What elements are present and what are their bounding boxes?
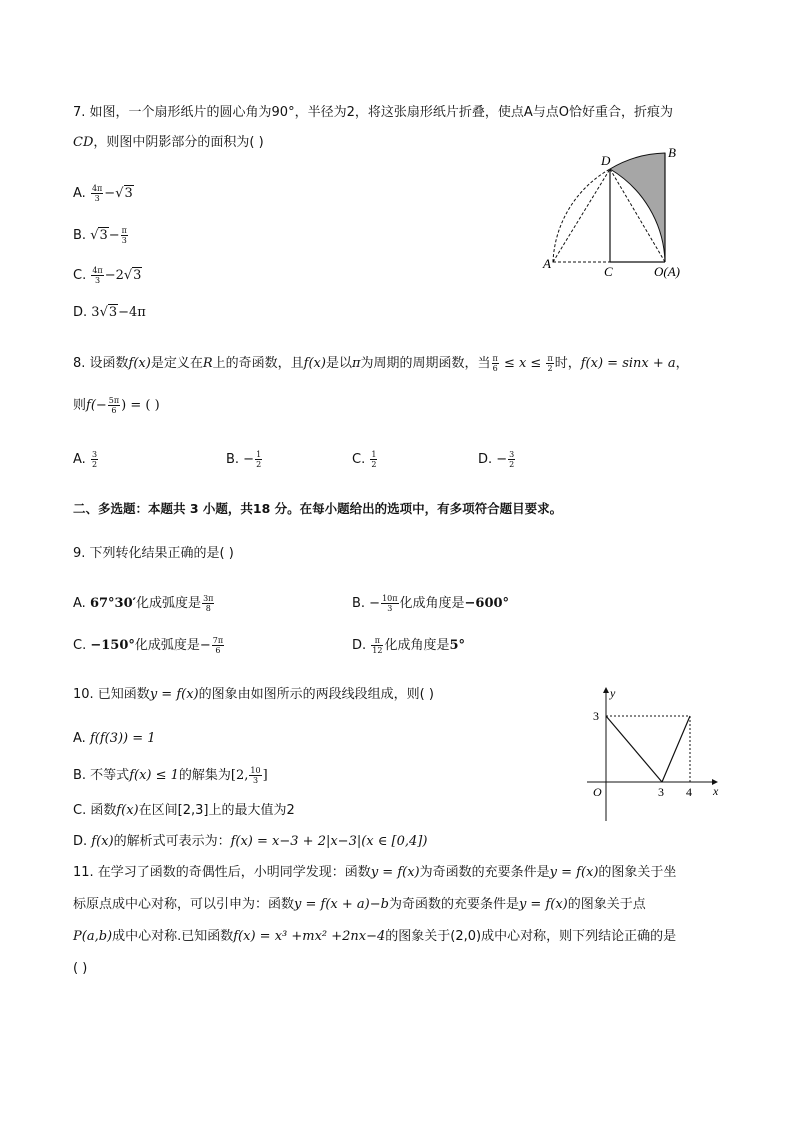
q7-shaded-region	[610, 153, 665, 262]
q7-option-b[interactable]: B. √3− $\frac{\pi}{3}$	[73, 226, 127, 245]
q9-option-d[interactable]: D. $\frac{\pi}{12}$ 化成角度是5°	[352, 636, 466, 655]
q10-label-x: x	[713, 784, 719, 798]
q7-option-c[interactable]: C. $\frac{4\pi}{3}$ −2√3	[73, 266, 142, 285]
q10-stem: 10. 已知函数y = f(x)的图象由如图所示的两段线段组成，则( )	[73, 687, 434, 702]
q10-option-d[interactable]: D. f(x)的解析式可表示为：f(x) = x−3 + 2|x−3|(x ∈ [0,4])	[73, 834, 428, 849]
section-2-heading: 二、多选题：本题共 3 小题，共18 分。在每小题给出的选项中，有多项符合题目要求。	[73, 501, 563, 516]
q10-option-a[interactable]: A. f(f(3)) = 1	[73, 731, 156, 746]
q10-tick-y3: 3	[593, 709, 599, 723]
q9-stem: 9. 下列转化结果正确的是( )	[73, 546, 234, 561]
q10-function-graph	[582, 683, 724, 825]
q7-label-c: C	[604, 264, 613, 279]
q10-label-y: y	[610, 686, 616, 700]
q10-option-b[interactable]: B. 不等式f(x) ≤ 1的解集为[2, $\frac{10}{3}$ ]	[73, 766, 268, 785]
q10-tick-x3: 3	[658, 785, 664, 799]
q8-option-d[interactable]: D. − $\frac{3}{2}$	[478, 450, 515, 469]
q8-option-c[interactable]: C. $\frac{1}{2}$	[352, 450, 377, 469]
q10-tick-x4: 4	[686, 785, 692, 799]
q7-label-d: D	[601, 153, 611, 168]
q10-option-c[interactable]: C. 函数f(x)在区间[2,3]上的最大值为2	[73, 803, 295, 818]
q9-option-a[interactable]: A. 67°30′化成弧度是 $\frac{3\pi}{8}$	[73, 594, 214, 613]
q8-stem-line2: 则f(− $\frac{5\pi}{6}$ ) = ( )	[73, 396, 160, 415]
q11-stem-line3: P(a,b)成中心对称.已知函数f(x) = x³ +mx² +2nx−4的图象关于(2,0)成中心对称，则下列结论正确的是	[73, 929, 677, 944]
q7-dashed-aprime-d	[553, 169, 610, 262]
q7-crease-label: CD	[73, 135, 94, 150]
q10-label-origin: O	[593, 785, 602, 799]
q11-stem-line2: 标原点成中心对称，可以引申为：函数y = f(x + a)−b为奇函数的充要条件是y = f(x)的图象关于点	[73, 897, 646, 912]
q11-stem-line4: ( )	[73, 961, 88, 976]
q8-option-b[interactable]: B. − $\frac{1}{2}$	[226, 450, 262, 469]
q8-stem-line1: 8. 设函数f(x)是定义在R上的奇函数，且f(x)是以π为周期的周期函数，当 $\frac{\pi}{6}$ ≤ x ≤ $\frac{\pi}{2}$ 时，f(x) = sinx + a，	[73, 354, 689, 373]
q11-stem-line1: 11. 在学习了函数的奇偶性后，小明同学发现：函数y = f(x)为奇函数的充要条件是y = f(x)的图象关于坐	[73, 865, 677, 880]
q7-stem-line1: 7. 如图，一个扇形纸片的圆心角为90°，半径为2，将这张扇形纸片折叠，使点A与点O恰好重合，折痕为	[73, 105, 673, 120]
q7-option-a[interactable]: A. $\frac{4\pi}{3}$ −√3	[73, 184, 133, 203]
q7-option-d[interactable]: D. 3√3−4π	[73, 305, 146, 320]
q7-label-b: B	[668, 145, 676, 160]
q9-option-b[interactable]: B. − $\frac{10\pi}{3}$ 化成角度是−600°	[352, 594, 510, 613]
q7-sector-figure	[540, 142, 700, 282]
q10-segment-1	[606, 716, 662, 782]
q10-segment-2	[662, 716, 690, 782]
q7-label-aprime: A'	[543, 256, 554, 271]
q9-option-c[interactable]: C. −150°化成弧度是− $\frac{7\pi}{6}$	[73, 636, 224, 655]
q8-option-a[interactable]: A. $\frac{3}{2}$	[73, 450, 98, 469]
q7-label-o: O(A)	[654, 264, 680, 279]
q7-stem-line2: CD，则图中阴影部分的面积为( )	[73, 135, 264, 150]
